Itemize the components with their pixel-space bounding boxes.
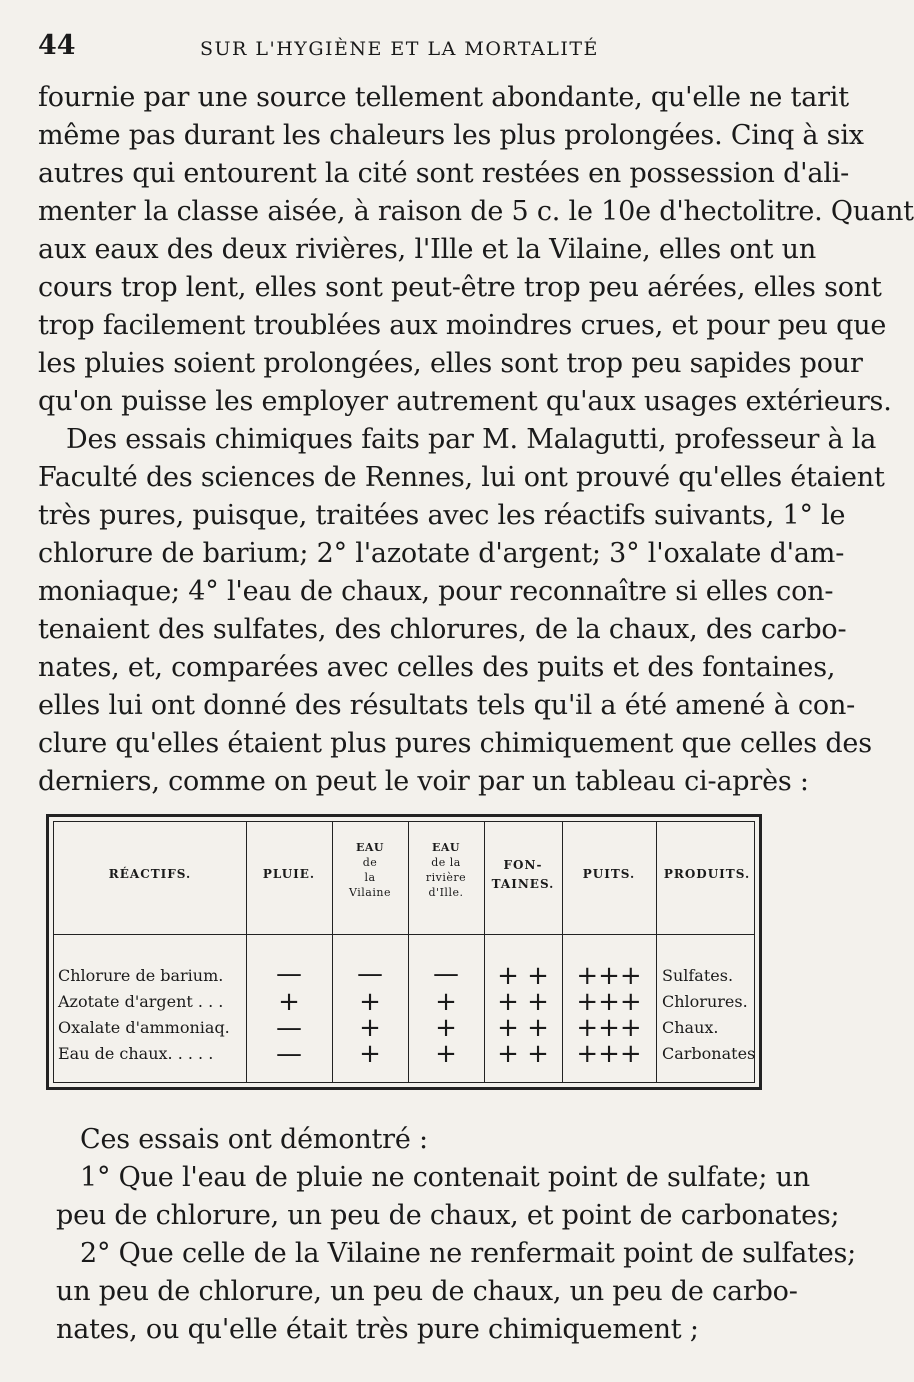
header-ille bbox=[408, 840, 484, 900]
table-cell-pluie: + bbox=[278, 987, 300, 1017]
table-cell-reactif: Chlorure de barium. bbox=[58, 966, 224, 985]
table-cell-reactif: Oxalate d'ammoniaq. bbox=[58, 1018, 230, 1037]
book-page: 44 SUR L'HYGIÈNE ET LA MORTALITÉ fournie par une source tellement abondante, qu'elle ne tarit même pas durant les chaleurs les plus prolongées. Cinq à six autres qui entourent la cité sont restées en possession d'ali- menter la classe aisée, à raison de 5 c. le 10e d'hectolitre. Quant aux eaux des deux rivières, l'Ille et la Vilaine, elles ont un cours trop lent, elles sont peut-être trop peu aérées, elles sont trop facilement troublées aux moindres crues, et pour peu que les pluies soient prolongées, elles sont trop peu sapides pour qu'on puisse les employer autrement qu'aux usages extérieurs. Des essais chimiques faits par M. Malagutti, professeur à la Faculté des sciences de Rennes, lui ont prouvé qu'elles étaient très pures, puisque, traitées avec les réactifs suivants, 1° le chlorure de barium; 2° l'azotate d'argent; 3° l'oxalate d'am- moniaque; 4° l'eau de chaux, pour reconnaître si elles con- tenaient des sulfates, des chlorures, de la chaux, des carbo- nates, et, comparées avec celles des puits et des fontaines, elles lui ont donné des résultats tels qu'il a été amené à con- clure qu'elles étaient plus pures chimiquement que celles des derniers, comme on peut le voir par un tableau ci-après : RÉACTIFS. PLUIE. EAU de la Vilaine EAU de la rivière d'Ille. FON- TAINES. PUITS. PRODUITS. Chlorure de barium. — — — + + +++ Sulfates. Azotate d'argent . . . + + + + + +++ Chlorures. Oxalate d'ammoniaq. — + + + + +++ Chaux. Eau de chaux. . . . . — + + + + +++ Carbonates Ces essais ont démontré : 1° Que l'eau de pluie ne contenait point de sulfate; un peu de chlorure, un peu de chaux, et point de carbonates; 2° Que celle de la Vilaine ne renfermait point de sulfates; un peu de chlorure, un peu de chaux, un peu de carbo- nates, ou qu'elle était très pure chimiquement ; bbox=[0, 0, 800, 1382]
table-cell-ille: + bbox=[435, 1039, 457, 1069]
table-cell-pluie: — bbox=[276, 1039, 302, 1069]
table-cell-ille: + bbox=[435, 1013, 457, 1043]
table-cell-reactif: Azotate d'argent . . . bbox=[58, 992, 224, 1011]
page-header bbox=[0, 30, 800, 70]
table-cell-fontaines: + + bbox=[497, 961, 549, 991]
header-ille-line: d'Ille. bbox=[428, 886, 464, 899]
header-ille-line: rivière bbox=[425, 871, 467, 884]
header-ille-line: de la bbox=[431, 856, 461, 869]
header-fontaines-line: FON- bbox=[503, 858, 543, 872]
header-vilaine-line: de bbox=[362, 856, 378, 869]
table-cell-reactif: Eau de chaux. . . . . bbox=[58, 1044, 214, 1063]
header-produits: PRODUITS. bbox=[663, 867, 751, 881]
table-cell-puits: +++ bbox=[576, 1039, 642, 1069]
column-divider bbox=[656, 822, 657, 1082]
table-cell-vilaine: — bbox=[357, 959, 383, 989]
table-cell-fontaines: + + bbox=[497, 1013, 549, 1043]
table-cell-produit: Sulfates. bbox=[662, 966, 734, 985]
table-cell-fontaines: + + bbox=[497, 1039, 549, 1069]
table-cell-fontaines: + + bbox=[497, 987, 549, 1017]
table-cell-puits: +++ bbox=[576, 961, 642, 991]
table-cell-pluie: — bbox=[276, 959, 302, 989]
header-fontaines bbox=[484, 858, 562, 892]
header-pluie: PLUIE. bbox=[262, 867, 316, 881]
header-vilaine-line: la bbox=[364, 871, 376, 884]
table-cell-vilaine: + bbox=[359, 1013, 381, 1043]
page-number: 44 bbox=[38, 30, 76, 61]
header-puits: PUITS. bbox=[582, 867, 636, 881]
table-cell-vilaine: + bbox=[359, 1039, 381, 1069]
header-divider bbox=[54, 934, 754, 935]
header-vilaine-line: EAU bbox=[355, 841, 384, 854]
table-body bbox=[53, 821, 755, 1083]
header-ille-line: EAU bbox=[431, 841, 460, 854]
table-cell-vilaine: + bbox=[359, 987, 381, 1017]
header-fontaines-line: TAINES. bbox=[491, 877, 555, 891]
table-cell-ille: — bbox=[433, 959, 459, 989]
table-cell-puits: +++ bbox=[576, 987, 642, 1017]
reagents-table bbox=[46, 814, 762, 1090]
header-vilaine-line: Vilaine bbox=[349, 886, 391, 899]
table-cell-puits: +++ bbox=[576, 1013, 642, 1043]
table-cell-produit: Carbonates bbox=[662, 1044, 756, 1063]
header-vilaine bbox=[332, 840, 408, 900]
header-reactifs: RÉACTIFS. bbox=[108, 867, 192, 881]
table-cell-ille: + bbox=[435, 987, 457, 1017]
table-cell-produit: Chaux. bbox=[662, 1018, 719, 1037]
table-cell-pluie: — bbox=[276, 1013, 302, 1043]
running-head: SUR L'HYGIÈNE ET LA MORTALITÉ bbox=[200, 38, 599, 60]
table-cell-produit: Chlorures. bbox=[662, 992, 748, 1011]
